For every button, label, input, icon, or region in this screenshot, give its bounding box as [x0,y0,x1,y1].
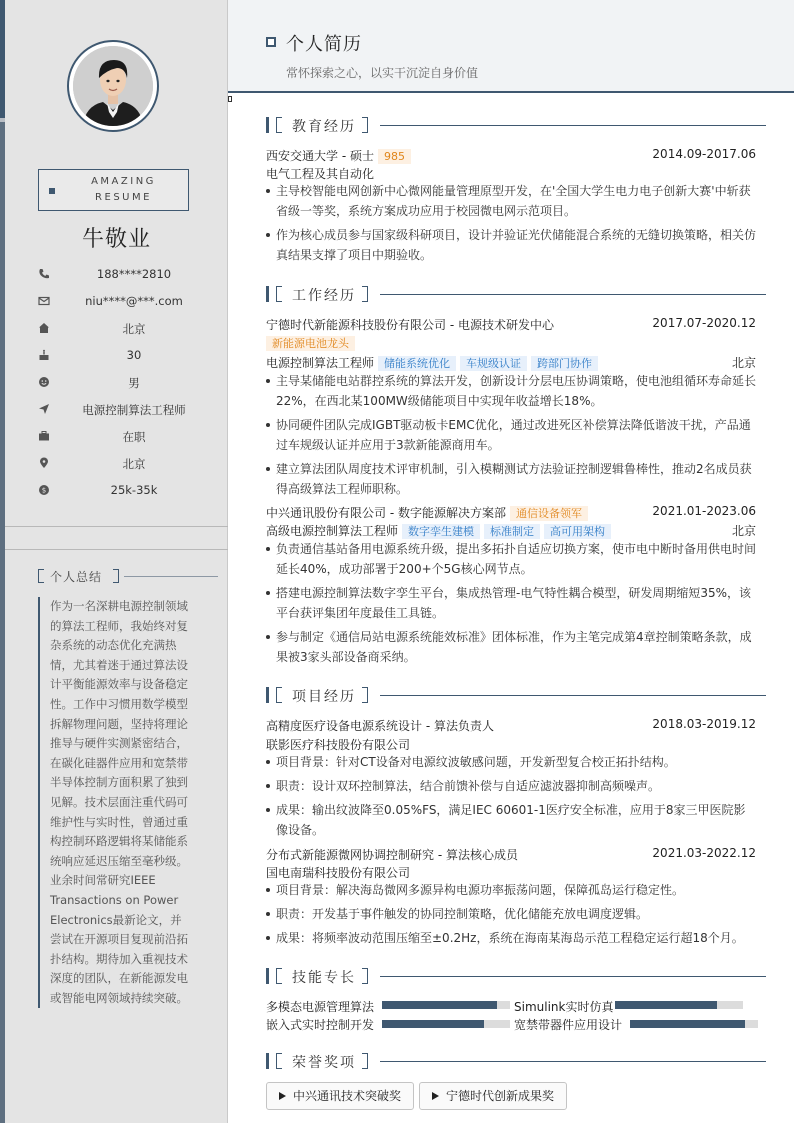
page-header [228,0,794,93]
badge-square-icon [49,188,55,194]
job-role: 电源控制算法工程师 [266,356,375,370]
skill-tag: 跨部门协作 [531,356,598,371]
sidebar [5,0,228,1123]
play-triangle-icon [279,1092,286,1100]
skill-label: Simulink实时仿真 [514,1000,614,1014]
education-major: 电气工程及其自动化 [266,167,375,181]
company-tag: 通信设备领军 [510,506,588,521]
skill-label: 嵌入式实时控制开发 [266,1018,375,1032]
job-role-row [266,354,756,371]
job-company-row [266,504,756,521]
resume-badge [38,169,189,211]
sidebar-divider [5,526,228,527]
skill-tag: 高可用架构 [544,524,611,539]
send-icon [38,403,50,415]
skill-label: 宽禁带器件应用设计 [514,1018,623,1032]
education-period: 2014.09-2017.06 [652,147,756,161]
skill-bar [615,1001,743,1009]
play-triangle-icon [432,1092,439,1100]
award-chip: 中兴通讯技术突破奖 [266,1082,414,1110]
skill-tag: 储能系统优化 [378,356,456,371]
cake-icon [38,349,50,361]
job-role: 高级电源控制算法工程师 [266,524,399,538]
info-salary: $ 25k-35k [5,483,228,499]
location-pin-icon [38,457,50,469]
job-company-tag-row [266,336,756,351]
job-period: 2017.07-2020.12 [652,316,756,330]
project-bullet: 项目背景：解决海岛微网多源异构电源功率振荡问题，保障孤岛运行稳定性。 [266,880,756,900]
mail-icon [38,295,50,307]
project-bullet: 项目背景：针对CT设备对电源纹波敏感问题，开发新型复合校正拓扑结构。 [266,752,756,772]
job-company: 宁德时代新能源科技股份有限公司 - 电源技术研发中心 [266,318,554,332]
info-age: 30 [5,348,228,364]
summary-text: 作为一名深耕电源控制领域的算法工程师，我始终对复杂系统的动态优化充满热情，尤其着迷于通过算法设计平衡能源效率与设备稳定性。工作中习惯用数学模型拆解物理问题，坚持将理论推导与硬件实测紧密结合，在碳化硅器件应用和宽禁带半导体控制方面积累了独到见解。技术层面注重代码可维护性与实时性，曾通过重构控制环路逻辑将某储能系统响应延迟压缩至毫秒级。业余时间常研究IEEE Transactions on Power Electronics最新论文，并尝试在开源项目复现前沿拓扑结构。期待加入重视技术深度的团队，在新能源发电或智能电网领域持续突破。 [38,597,188,1008]
project-period: 2021.03-2022.12 [652,846,756,860]
face-icon [38,376,50,388]
skill-bar [382,1020,510,1028]
job-bullet: 参与制定《通信局站电源系统能效标准》团体标准，作为主笔完成第4章控制策略条款，成果被3家头部设备商采纳。 [266,627,756,667]
phone-icon [38,268,50,280]
skill-bar [382,1001,510,1009]
education-bullet: 作为核心成员参与国家级科研项目，设计并验证光伏储能混合系统的无缝切换策略，相关仿真结果支撑了项目中期验收。 [266,225,756,265]
skill-tag: 车规级认证 [460,356,527,371]
corner-marker [228,96,232,102]
badge-line-1: AMAZING [91,176,156,187]
company-tag: 新能源电池龙头 [266,336,355,351]
home-icon [38,322,50,334]
project-period: 2018.03-2019.12 [652,717,756,731]
project-title-row [266,846,756,863]
badge-line-2: RESUME [95,192,152,203]
money-icon [38,484,50,496]
job-bullet: 主导某储能电站群控系统的算法开发，创新设计分层电压协调策略，使电池组循环寿命延长22%，在西北某100MW级储能项目中实现年收益增长18%。 [266,371,756,411]
project-title-row [266,717,756,734]
job-company: 中兴通讯股份有限公司 - 数字能源解决方案部 [266,506,506,520]
section-heading-skills: 技能专长 [266,967,766,985]
skill-tag: 数字孪生建模 [402,524,480,539]
info-home: 北京 [5,321,228,337]
page-subtitle: 常怀探索之心，以实干沉淀自身价值 [286,66,479,80]
skill-tag: 标准制定 [484,524,540,539]
page-title: 个人简历 [286,34,362,55]
project-org: 国电南瑞科技股份有限公司 [266,866,411,880]
section-heading-education: 教育经历 [266,116,766,134]
main-content [228,0,794,1123]
education-school-row [266,147,756,164]
job-bullet: 负责通信基站备用电源系统升级，提出多拓扑自适应切换方案，使市电中断时备用供电时间延长40%，成功部署于200+个5G核心网节点。 [266,539,756,579]
sidebar-divider [5,549,228,550]
project-bullet: 职责：开发基于事件触发的协同控制策略，优化储能充放电调度逻辑。 [266,904,756,924]
svg-text:$: $ [41,486,47,495]
job-bullet: 搭建电源控制算法数字孪生平台，集成热管理-电气特性耦合模型，研发周期缩短35%，该平台获评集团年度最佳工具链。 [266,583,756,623]
job-city: 北京 [731,524,756,538]
project-name: 高精度医疗设备电源系统设计 - 算法负责人 [266,719,494,733]
education-bullet: 主导校智能电网创新中心微网能量管理原型开发，在'全国大学生电力电子创新大赛'中斩获省级一等奖，系统方案成功应用于校园微电网示范项目。 [266,181,756,221]
project-bullet: 成果：将频率波动范围压缩至±0.2Hz，系统在海南某海岛示范工程稳定运行超18个月。 [266,928,756,948]
info-status: 在职 [5,429,228,445]
section-heading-awards: 荣誉奖项 [266,1052,766,1070]
avatar-frame [67,40,159,132]
project-org: 联影医疗科技股份有限公司 [266,738,411,752]
job-bullet: 建立算法团队周度技术评审机制，引入模糊测试方法验证控制逻辑鲁棒性，推动2名成员获得高级算法工程师职称。 [266,459,756,499]
school-name: 西安交通大学 - 硕士 [266,149,374,163]
skill-bar [630,1020,758,1028]
candidate-name: 牛敬业 [81,227,151,252]
info-position: 电源控制算法工程师 [5,402,228,418]
summary-heading: 个人总结 [38,567,218,585]
award-chip: 宁德时代创新成果奖 [419,1082,567,1110]
school-tag: 985 [378,149,411,164]
skill-label: 多模态电源管理算法 [266,1000,375,1014]
info-email: niu****@***.com [5,294,228,310]
job-city: 北京 [731,356,756,370]
project-bullet: 职责：设计双环控制算法，结合前馈补偿与自适应滤波器抑制高频噪声。 [266,776,756,796]
job-bullet: 协同硬件团队完成IGBT驱动板卡EMC优化，通过改进死区补偿算法降低谐波干扰，产品通过车规级认证并应用于3款新能源商用车。 [266,415,756,455]
avatar [73,46,153,126]
info-phone: 188****2810 [5,267,228,283]
job-period: 2021.01-2023.06 [652,504,756,518]
section-heading-projects: 项目经历 [266,686,766,704]
project-bullet: 成果：输出纹波降至0.05%FS，满足IEC 60601-1医疗安全标准，应用于8家三甲医院影像设备。 [266,800,756,840]
project-name: 分布式新能源微网协调控制研究 - 算法核心成员 [266,848,518,862]
job-role-row [266,522,756,539]
info-location: 北京 [5,456,228,472]
info-gender: 男 [5,375,228,391]
header-square-icon [266,37,276,47]
section-heading-work: 工作经历 [266,285,766,303]
briefcase-icon [38,430,50,442]
job-company-row [266,316,756,333]
